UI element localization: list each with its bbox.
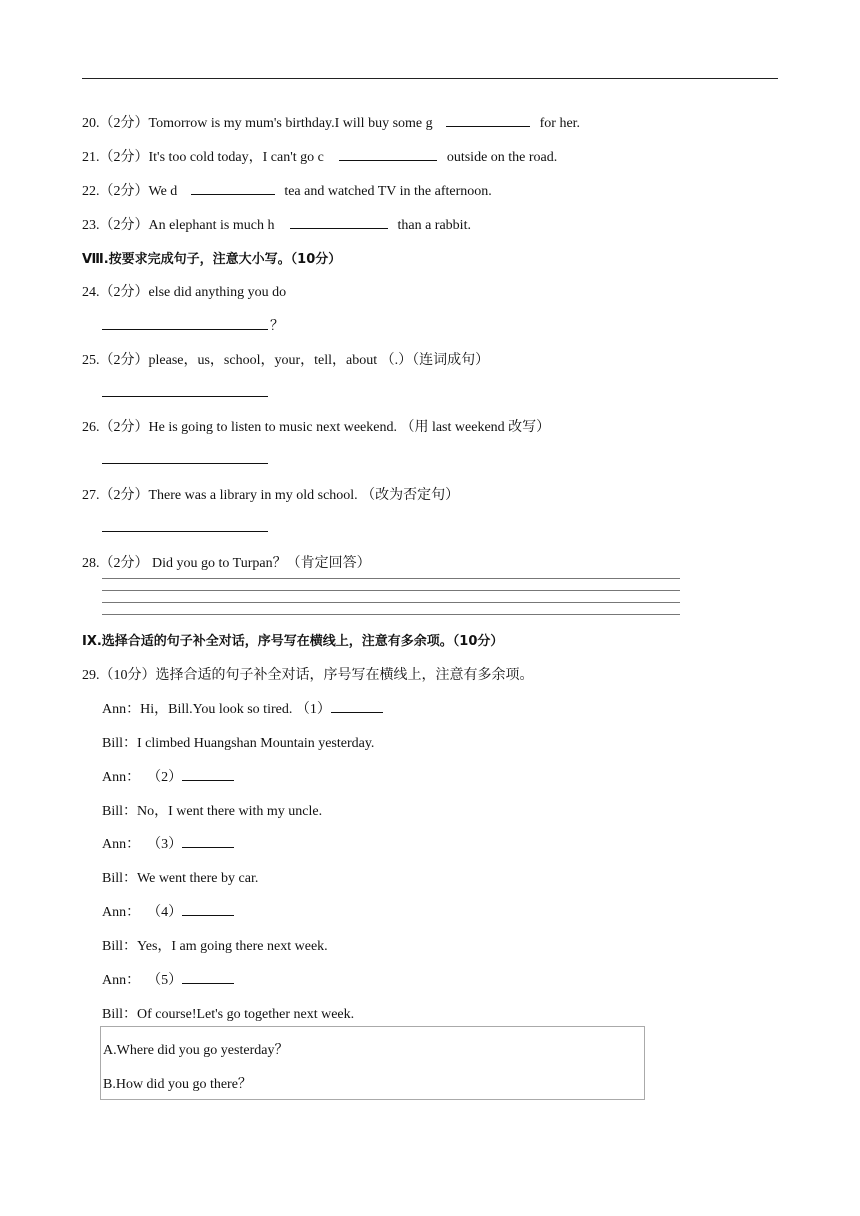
question-score: （2分）	[99, 488, 149, 503]
dialogue-text: I climbed Huangshan Mountain yesterday.	[137, 736, 375, 751]
answer-line[interactable]	[102, 463, 268, 464]
dialogue-text: （5）	[147, 973, 183, 988]
answer-blank[interactable]	[182, 835, 234, 848]
speaker-label: Ann：	[102, 905, 141, 920]
question-28	[82, 552, 371, 572]
question-score: （2分）	[99, 353, 149, 368]
dialogue-line	[102, 698, 383, 718]
speaker-label: Bill：	[102, 939, 138, 954]
writing-line[interactable]	[102, 590, 680, 591]
question-score: （2分）	[99, 218, 149, 233]
question-text: Tomorrow is my mum's birthday.I will buy some g	[148, 116, 433, 131]
dialogue-line	[102, 969, 234, 989]
question-25	[82, 349, 489, 369]
option-b: B.How did you go there？	[103, 1077, 252, 1092]
dialogue-line	[102, 766, 234, 786]
section-heading: Ⅷ.按要求完成句子，注意大小写。（10分）	[82, 252, 342, 267]
question-23	[82, 214, 471, 234]
question-29	[82, 664, 534, 684]
question-score: （2分）	[99, 150, 149, 165]
dialogue-line	[102, 1003, 354, 1023]
question-text: There was a library in my old school. （改为否定句）	[148, 488, 460, 503]
answer-blank[interactable]	[339, 148, 437, 161]
dialogue-line	[102, 732, 374, 752]
answer-blank[interactable]	[331, 700, 383, 713]
answer-line[interactable]	[102, 396, 268, 397]
answer-blank[interactable]	[446, 114, 530, 127]
question-24	[82, 281, 286, 301]
question-number: 21.	[82, 150, 100, 165]
question-number: 29.	[82, 668, 100, 683]
question-number: 24.	[82, 285, 100, 300]
speaker-label: Bill：	[102, 804, 138, 819]
dialogue-text: We went there by car.	[137, 871, 259, 886]
speaker-label: Ann：	[102, 770, 141, 785]
question-text-after: outside on the road.	[446, 150, 558, 165]
question-score: （2分）	[99, 184, 149, 199]
question-text: He is going to listen to music next weekend. （用 last weekend 改写）	[148, 420, 551, 435]
section-heading: IX.选择合适的句子补全对话，序号写在横线上，注意有多余项。（10分）	[82, 634, 504, 649]
question-score: （2分）	[99, 116, 149, 131]
question-score: （2分）	[99, 285, 149, 300]
question-text: An elephant is much h	[148, 218, 275, 233]
speaker-label: Bill：	[102, 871, 138, 886]
question-text: We d	[148, 184, 178, 199]
speaker-label: Ann：	[102, 837, 141, 852]
speaker-label: Bill：	[102, 1007, 138, 1022]
option-a: A.Where did you go yesterday？	[103, 1043, 289, 1058]
question-text-after: tea and watched TV in the afternoon.	[284, 184, 492, 199]
answer-blank[interactable]	[182, 971, 234, 984]
answer-blank[interactable]	[290, 216, 388, 229]
question-27	[82, 484, 459, 504]
dialogue-text: No，I went there with my uncle.	[137, 804, 323, 819]
speaker-label: Ann：	[102, 702, 141, 717]
writing-line[interactable]	[102, 602, 680, 603]
question-number: 25.	[82, 353, 100, 368]
question-text-after: than a rabbit.	[397, 218, 471, 233]
question-number: 22.	[82, 184, 100, 199]
question-text: else did anything you do	[148, 285, 287, 300]
question-text: Did you go to Turpan？（肯定回答）	[152, 556, 371, 571]
speaker-label: Bill：	[102, 736, 138, 751]
question-score: （2分）	[99, 556, 149, 571]
dialogue-line	[102, 901, 234, 921]
question-text: 选择合适的句子补全对话，序号写在横线上，注意有多余项。	[155, 668, 534, 683]
dialogue-line	[102, 833, 234, 853]
question-22	[82, 180, 492, 200]
question-number: 20.	[82, 116, 100, 131]
dialogue-line	[102, 935, 328, 955]
question-mark: ？	[270, 319, 284, 334]
dialogue-line	[102, 800, 322, 820]
question-number: 23.	[82, 218, 100, 233]
dialogue-text: Of course!Let's go together next week.	[137, 1007, 355, 1022]
question-26	[82, 416, 550, 436]
answer-blank[interactable]	[191, 182, 275, 195]
dialogue-text: （4）	[147, 905, 183, 920]
question-text-after: for her.	[539, 116, 581, 131]
question-21	[82, 146, 557, 166]
answer-line[interactable]	[102, 531, 268, 532]
dialogue-text: Hi，Bill.You look so tired. （1）	[140, 702, 331, 717]
answer-blank[interactable]	[182, 768, 234, 781]
answer-line[interactable]	[102, 329, 268, 330]
header-rule	[82, 78, 778, 79]
writing-line[interactable]	[102, 614, 680, 615]
dialogue-text: （3）	[147, 837, 183, 852]
question-text: please，us，school，your，tell，about （.）（连词成句）	[148, 353, 490, 368]
dialogue-line	[102, 867, 258, 887]
speaker-label: Ann：	[102, 973, 141, 988]
answer-blank[interactable]	[182, 903, 234, 916]
question-number: 28.	[82, 556, 100, 571]
question-score: （10分）	[99, 668, 156, 683]
question-number: 26.	[82, 420, 100, 435]
dialogue-text: Yes，I am going there next week.	[137, 939, 328, 954]
question-text: It's too cold today，I can't go c	[148, 150, 324, 165]
writing-line[interactable]	[102, 578, 680, 579]
dialogue-text: （2）	[147, 770, 183, 785]
question-score: （2分）	[99, 420, 149, 435]
question-20	[82, 112, 580, 132]
question-number: 27.	[82, 488, 100, 503]
